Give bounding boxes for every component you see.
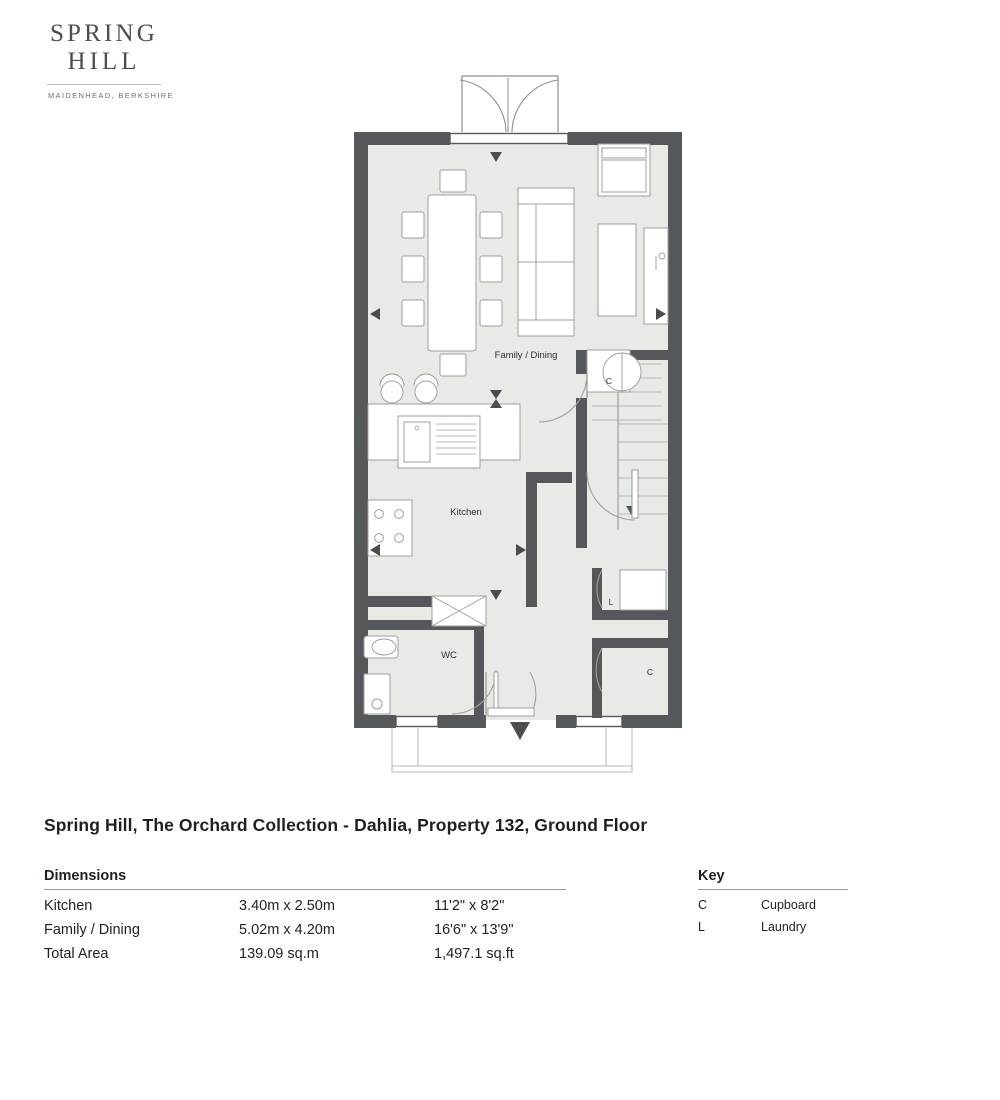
dimension-imperial: 11'2" x 8'2" [434,898,505,914]
floorplan-drawing [330,60,730,780]
room-label-family-dining: Family / Dining [494,350,558,361]
dimension-imperial: 16'6" x 13'9" [434,922,514,938]
brand-logo-line1: SPRING [49,20,159,47]
table-row [44,914,566,938]
brand-logo-divider [47,84,161,85]
dimension-room: Family / Dining [44,922,140,938]
room-label-kitchen: Kitchen [450,507,482,518]
list-item [698,890,848,912]
key-label: Cupboard [761,898,816,912]
room-label-wc: WC [441,650,457,661]
table-row [44,938,566,962]
room-label-laundry: L [608,597,614,607]
dimensions-table [44,868,566,962]
dimension-metric: 139.09 sq.m [239,946,319,962]
dimension-imperial: 1,497.1 sq.ft [434,946,514,962]
brand-logo-line2: HILL [67,48,141,75]
brand-logo [44,20,244,100]
dimension-metric: 5.02m x 4.20m [239,922,335,938]
dimension-room: Total Area [44,946,109,962]
key-table [698,868,848,934]
key-heading: Key [698,868,848,890]
dimensions-heading: Dimensions [44,868,566,890]
list-item [698,912,848,934]
room-label-cupboard-hall: C [646,667,654,677]
key-label: Laundry [761,920,807,934]
room-label-cupboard-stairs: C [605,376,613,386]
page-title: Spring Hill, The Orchard Collection - Dahlia, Property 132, Ground Floor [44,815,648,835]
table-row [44,890,566,914]
brand-logo-subtitle: MAIDENHEAD, BERKSHIRE [48,91,174,100]
key-symbol: L [698,920,705,934]
dimension-room: Kitchen [44,898,93,914]
dimension-metric: 3.40m x 2.50m [239,898,335,914]
key-symbol: C [698,898,708,912]
